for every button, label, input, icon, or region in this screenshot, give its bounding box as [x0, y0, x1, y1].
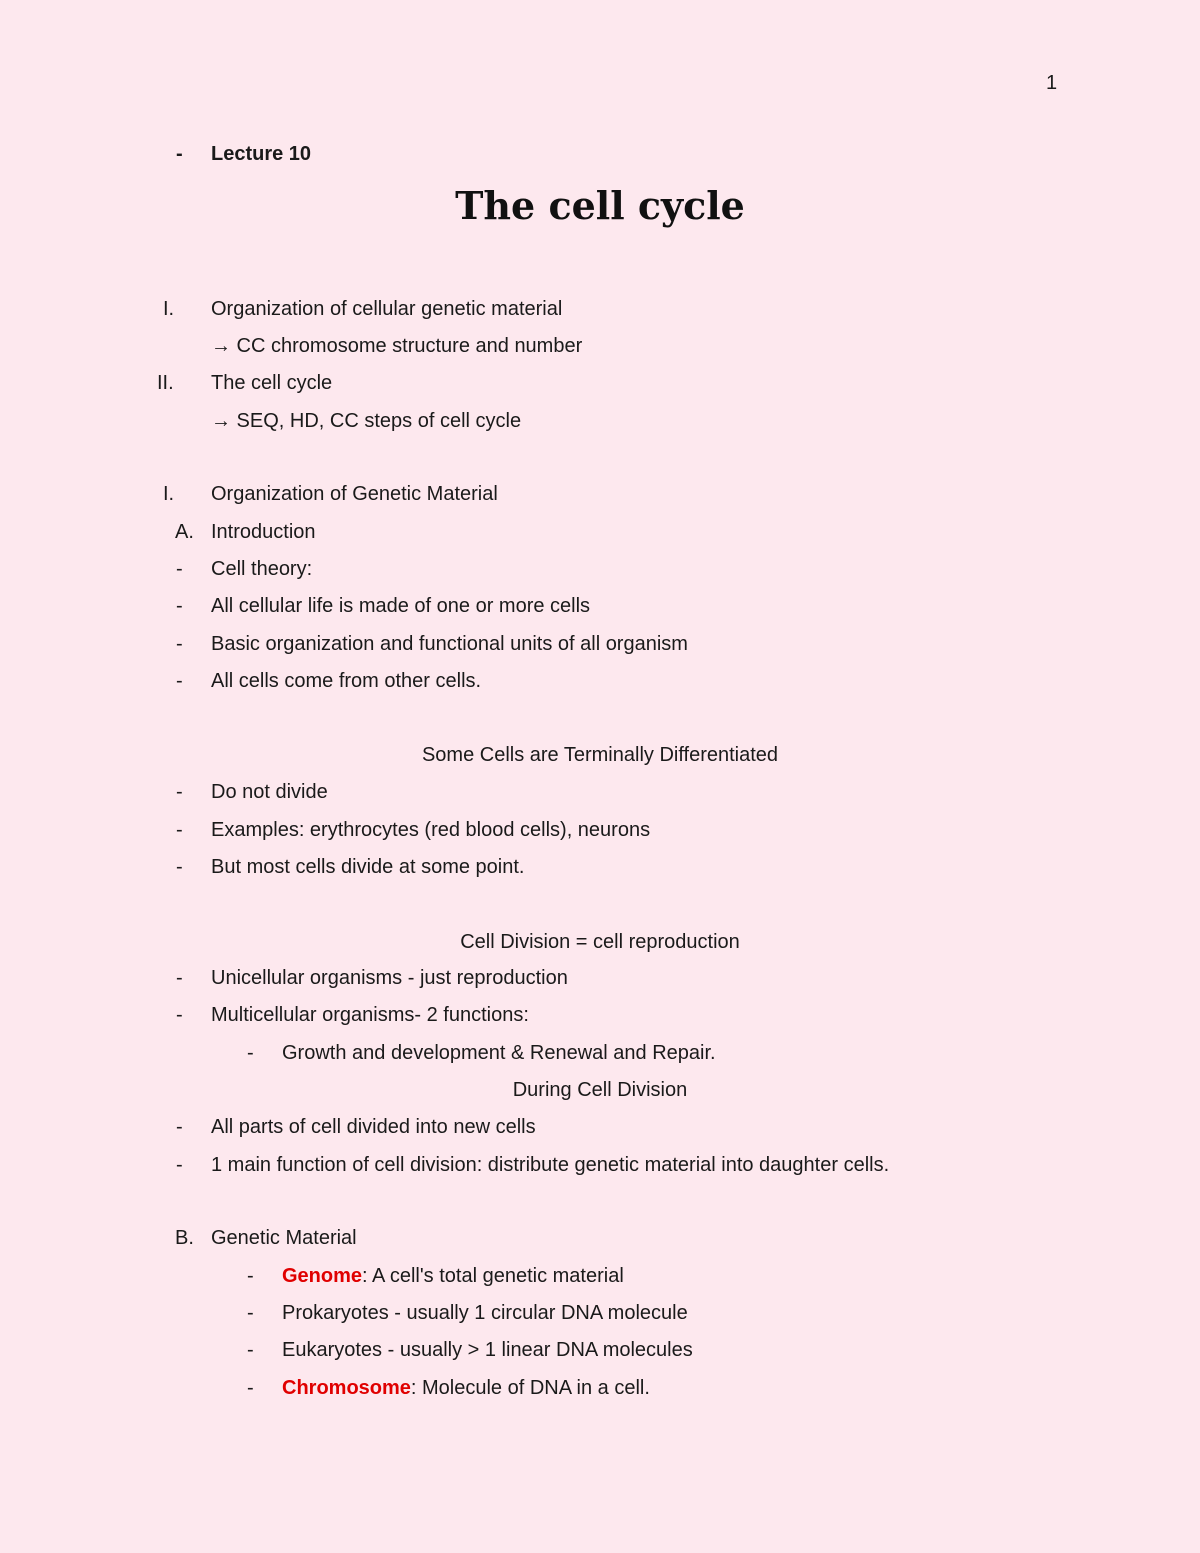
dash: - [176, 1004, 183, 1026]
division-item: Unicellular organisms - just reproduction [211, 967, 568, 989]
dash: - [247, 1302, 254, 1324]
subsection-a-marker: A. [175, 521, 194, 543]
during-item: All parts of cell divided into new cells [211, 1116, 536, 1138]
page-title: The cell cycle [455, 183, 745, 228]
subsection-b-marker: B. [175, 1227, 194, 1249]
genetic-item: Prokaryotes - usually 1 circular DNA molecule [282, 1302, 688, 1324]
dash: - [176, 967, 183, 989]
during-item: 1 main function of cell division: distribute genetic material into daughter cells. [211, 1154, 890, 1176]
subsection-a-label: Introduction [211, 521, 316, 543]
dash: - [176, 781, 183, 803]
outline-sub-1: → CC chromosome structure and number [211, 335, 583, 357]
division-heading: Cell Division = cell reproduction [460, 931, 740, 953]
dash: - [176, 558, 183, 580]
page-number: 1 [1046, 72, 1058, 94]
intro-item: All cells come from other cells. [211, 670, 482, 692]
dash: - [247, 1339, 254, 1361]
intro-item: All cellular life is made of one or more cells [211, 595, 591, 617]
outline-marker-2: II. [157, 372, 174, 394]
dash: - [247, 1042, 254, 1064]
dash: - [176, 1154, 183, 1176]
intro-item: Basic organization and functional units of all organism [211, 633, 688, 655]
terminal-heading: Some Cells are Terminally Differentiated [421, 744, 779, 766]
subsection-b-label: Genetic Material [211, 1227, 357, 1249]
dash: - [176, 1116, 183, 1138]
dash: - [247, 1377, 254, 1399]
intro-item: Cell theory: [211, 558, 313, 580]
outline-sub-2: → SEQ, HD, CC steps of cell cycle [211, 410, 522, 432]
section-heading: Organization of Genetic Material [211, 483, 498, 505]
dash: - [176, 633, 183, 655]
definition: : A cell's total genetic material [362, 1265, 624, 1287]
during-heading: During Cell Division [512, 1079, 688, 1101]
definition: : Molecule of DNA in a cell. [410, 1377, 650, 1399]
dash: - [247, 1265, 254, 1287]
lecture-dash: - [176, 143, 183, 165]
terminal-item: Examples: erythrocytes (red blood cells), neurons [211, 819, 651, 841]
dash: - [176, 595, 183, 617]
outline-item-1: Organization of cellular genetic material [211, 298, 563, 320]
term-genome: Genome [282, 1265, 363, 1287]
division-item: Multicellular organisms- 2 functions: [211, 1004, 529, 1026]
genetic-item [282, 1264, 624, 1288]
division-nested-item: Growth and development & Renewal and Repair. [282, 1042, 716, 1064]
dash: - [176, 670, 183, 692]
outline-marker-1: I. [163, 298, 175, 320]
terminal-item: But most cells divide at some point. [211, 856, 525, 878]
genetic-item: Eukaryotes - usually > 1 linear DNA molecules [282, 1339, 693, 1361]
term-chromosome: Chromosome [282, 1377, 411, 1399]
genetic-item [282, 1376, 650, 1400]
outline-item-2: The cell cycle [211, 372, 333, 394]
section-marker: I. [163, 483, 175, 505]
dash: - [176, 856, 183, 878]
terminal-item: Do not divide [211, 781, 328, 803]
dash: - [176, 819, 183, 841]
lecture-label: Lecture 10 [211, 143, 312, 165]
